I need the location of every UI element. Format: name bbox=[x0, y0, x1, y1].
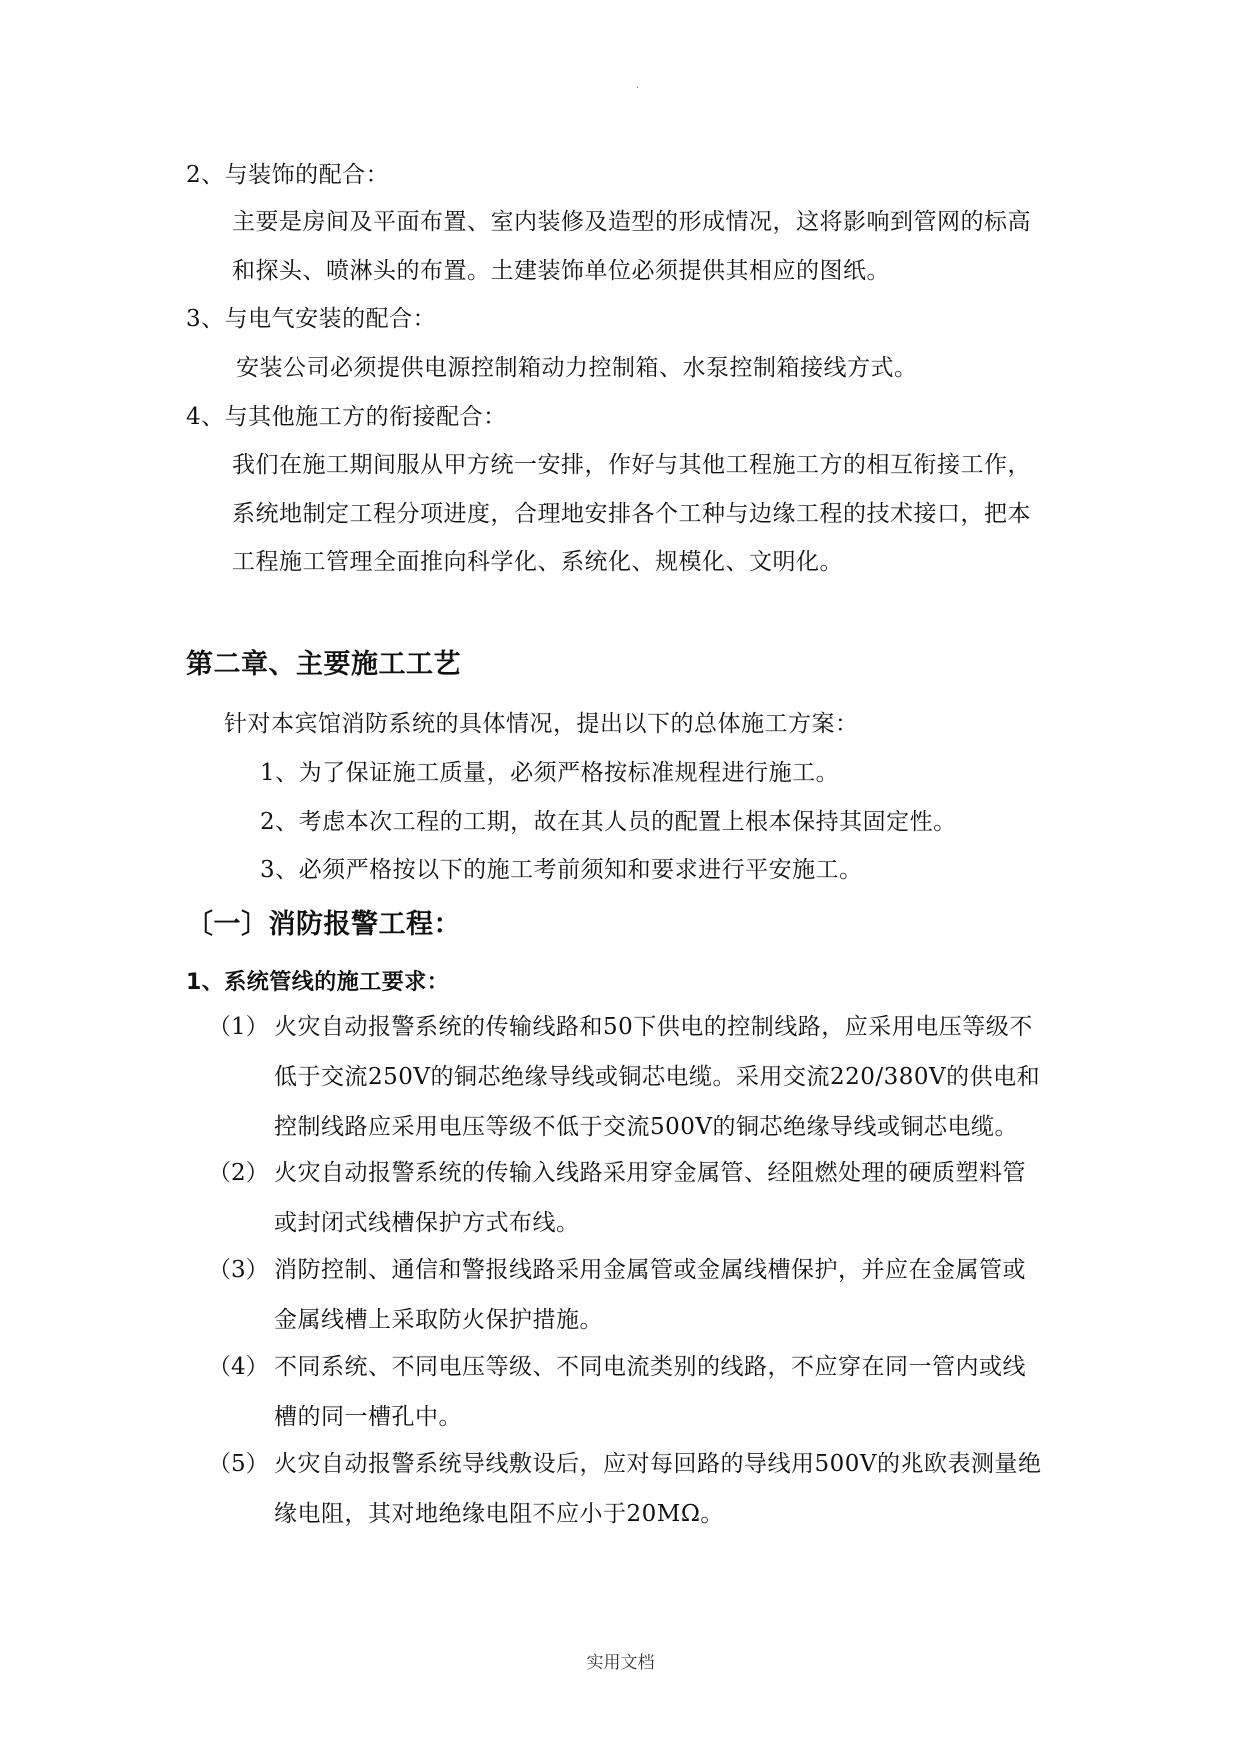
list-item-number: （1） bbox=[208, 1014, 269, 1040]
list-item-line: 缘电阻，其对地绝缘电阻不应小于20MΩ。 bbox=[274, 1501, 724, 1527]
list-item-number: （2） bbox=[208, 1160, 269, 1186]
top-mark: . bbox=[636, 80, 640, 91]
list-item-number: （4） bbox=[208, 1354, 269, 1380]
list-item-line: 火灾自动报警系统导线敷设后，应对每回路的导线用500V的兆欧表测量绝 bbox=[274, 1451, 1042, 1477]
list-item-line: 低于交流250V的铜芯绝缘导线或铜芯电缆。采用交流220/380V的供电和 bbox=[274, 1064, 1041, 1090]
paragraph-line: 工程施工管理全面推向科学化、系统化、规模化、文明化。 bbox=[232, 549, 843, 575]
paragraph-line: 我们在施工期间服从甲方统一安排，作好与其他工程施工方的相互衔接工作， bbox=[232, 452, 1031, 478]
list-item-body bbox=[274, 1439, 1042, 1539]
section-heading-4: 4、与其他施工方的衔接配合： bbox=[186, 404, 507, 430]
list-item-body bbox=[274, 1245, 1026, 1345]
sub-title: 1、系统管线的施工要求： bbox=[186, 970, 450, 995]
section-heading-3: 3、与电气安装的配合： bbox=[186, 306, 437, 332]
part-title: 〔一〕消防报警工程： bbox=[186, 909, 461, 940]
list-item-line: 控制线路应采用电压等级不低于交流500V的铜芯绝缘导线或铜芯电缆。 bbox=[274, 1114, 1019, 1140]
list-item-number: （3） bbox=[208, 1257, 269, 1283]
list-item-line: 或封闭式线槽保护方式布线。 bbox=[274, 1210, 580, 1236]
list-item-body bbox=[274, 1002, 1041, 1152]
list-item-line: 火灾自动报警系统的传输线路和50下供电的控制线路，应采用电压等级不 bbox=[274, 1014, 1033, 1040]
chapter-intro: 针对本宾馆消防系统的具体情况，提出以下的总体施工方案： bbox=[224, 711, 859, 737]
chapter-point: 3、必须严格按以下的施工考前须知和要求进行平安施工。 bbox=[260, 857, 863, 883]
list-item-body bbox=[274, 1342, 1026, 1442]
list-item-line: 金属线槽上采取防火保护措施。 bbox=[274, 1307, 603, 1333]
list-item-body bbox=[274, 1148, 1026, 1248]
page-footer: 实用文档 bbox=[586, 1653, 655, 1673]
section-heading-2: 2、与装饰的配合： bbox=[186, 162, 390, 188]
chapter-point: 1、为了保证施工质量，必须严格按标准规程进行施工。 bbox=[260, 760, 840, 786]
paragraph-line: 和探头、喷淋头的布置。土建装饰单位必须提供其相应的图纸。 bbox=[232, 258, 890, 284]
list-item-line: 消防控制、通信和警报线路采用金属管或金属线槽保护，并应在金属管或 bbox=[274, 1257, 1026, 1283]
paragraph-line: 安装公司必须提供电源控制箱动力控制箱、水泵控制箱接线方式。 bbox=[236, 355, 918, 381]
list-item-line: 槽的同一槽孔中。 bbox=[274, 1404, 462, 1430]
chapter-point: 2、考虑本次工程的工期，故在其人员的配置上根本保持其固定性。 bbox=[260, 809, 957, 835]
list-item-line: 不同系统、不同电压等级、不同电流类别的线路，不应穿在同一管内或线 bbox=[274, 1354, 1026, 1380]
paragraph-line: 主要是房间及平面布置、室内装修及造型的形成情况，这将影响到管网的标高 bbox=[232, 209, 1031, 235]
chapter-title: 第二章、主要施工工艺 bbox=[186, 649, 461, 680]
list-item-line: 火灾自动报警系统的传输入线路采用穿金属管、经阻燃处理的硬质塑料管 bbox=[274, 1160, 1026, 1186]
paragraph-line: 系统地制定工程分项进度，合理地安排各个工种与边缘工程的技术接口，把本 bbox=[232, 501, 1031, 527]
list-item-number: （5） bbox=[208, 1451, 269, 1477]
